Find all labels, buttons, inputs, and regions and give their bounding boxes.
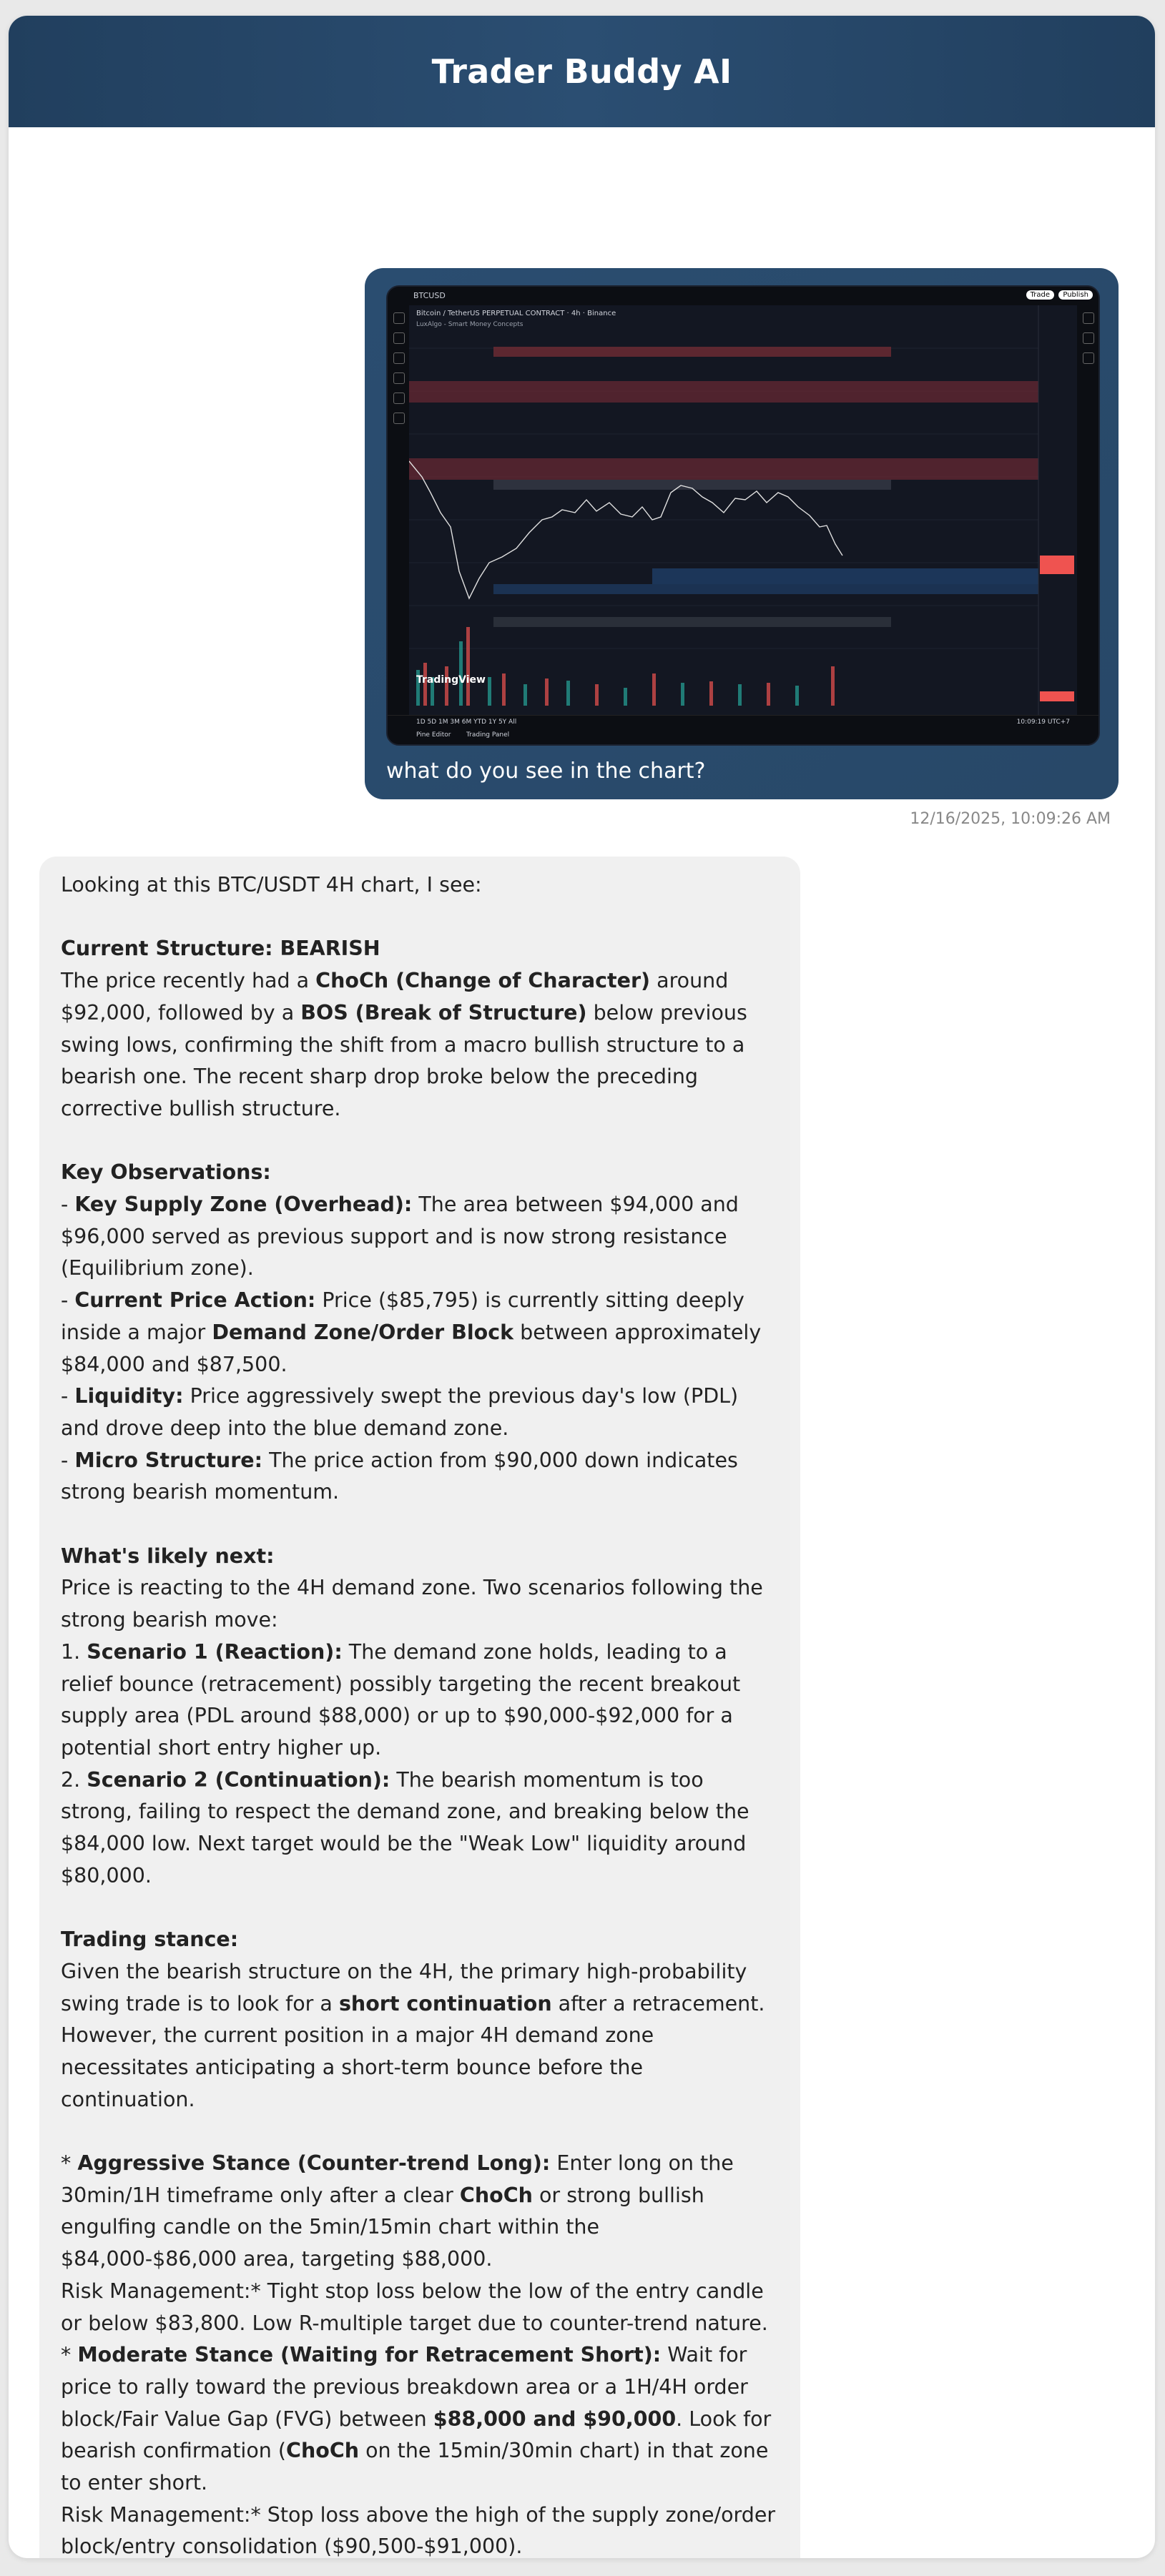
risk-moderate: Risk Management:* Stop loss above the high of the supply zone/order block/entry consolidation ($90,500-$91,000). xyxy=(61,2502,776,2558)
next-heading: What's likely next: xyxy=(61,1544,275,1568)
measure-icon xyxy=(393,413,405,424)
app-title: Trader Buddy AI xyxy=(431,52,732,91)
scenario-1: 1. Scenario 1 (Reaction): The demand zone holds, leading to a relief bounce (retracement) possibly targeting the recent breakout supply area (PDL around $88,000) or up to $90,000-$92,000 for a potential short entry higher up. xyxy=(61,1639,741,1760)
chart-instrument: Bitcoin / TetherUS PERPETUAL CONTRACT · 4h · Binance xyxy=(416,310,616,317)
chart-plot xyxy=(409,305,1077,716)
stance-aggressive: * Aggressive Stance (Counter-trend Long): Enter long on the 30min/1H timeframe only after a clear ChoCh or strong bullish engulfing candle on the 5min/15min chart within the $84,000-$86,000 area, targeting $88,000. xyxy=(61,2151,734,2271)
chart-symbol: BTCUSD xyxy=(413,291,446,300)
next-intro: Price is reacting to the 4H demand zone. Two scenarios following the strong bearish move: xyxy=(61,1576,763,1632)
user-message-text: what do you see in the chart? xyxy=(386,759,706,784)
stance-heading: Trading stance: xyxy=(61,1928,239,1952)
publish-button: Publish xyxy=(1058,290,1093,300)
observations-heading: Key Observations: xyxy=(61,1160,271,1185)
chat-window xyxy=(9,16,1155,2558)
stance-paragraph: Given the bearish structure on the 4H, the primary high-probability swing trade is to look for a short continuation after a retracement. However, the current position in a major 4H demand zone necessitates anticipating a short-term bounce before the continuation. xyxy=(61,1959,765,2111)
crosshair-icon xyxy=(393,312,405,324)
tab-pine-editor: Pine Editor xyxy=(416,731,451,739)
chart-screenshot[interactable] xyxy=(386,285,1100,746)
tradingview-watermark: TradingView xyxy=(416,674,486,686)
chart-indicator: LuxAlgo - Smart Money Concepts xyxy=(416,321,523,328)
price-chart xyxy=(409,305,1077,716)
alerts-icon xyxy=(1083,332,1094,344)
user-message-bubble xyxy=(365,268,1119,799)
assistant-intro: Looking at this BTC/USDT 4H chart, I see: xyxy=(61,873,482,897)
fib-icon xyxy=(393,352,405,364)
drawing-toolbar xyxy=(388,305,410,716)
chart-clock: 10:09:19 UTC+7 xyxy=(1016,719,1070,726)
timeframe-range: 1D 5D 1M 3M 6M YTD 1Y 5Y All xyxy=(416,719,517,726)
assistant-message-bubble xyxy=(39,857,800,2558)
risk-aggressive: Risk Management:* Tight stop loss below the low of the entry candle or below $83,800. Low R-multiple target due to counter-trend nature. xyxy=(61,2279,768,2335)
user-message-timestamp: 12/16/2025, 10:09:26 AM xyxy=(910,810,1111,828)
app-header xyxy=(9,16,1155,127)
brush-icon xyxy=(393,372,405,384)
scenario-2: 2. Scenario 2 (Continuation): The bearish momentum is too strong, failing to respect the demand zone, and breaking below the $84,000 low. Next target would be the "Weak Low" liquidity around $80,000. xyxy=(61,1767,749,1887)
trade-button: Trade xyxy=(1026,290,1054,300)
trendline-icon xyxy=(393,332,405,344)
structure-paragraph: The price recently had a ChoCh (Change of Character) around $92,000, followed by a BOS (Break of Structure) below previous swing lows, confirming the shift from a macro bullish structure to a bearish one. The recent sharp drop broke below the preceding corrective bullish structure. xyxy=(61,969,747,1120)
chart-toolbar xyxy=(388,287,1098,306)
structure-heading: Current Structure: BEARISH xyxy=(61,937,380,961)
observation-supply: - Key Supply Zone (Overhead): The area between $94,000 and $96,000 served as previous support and is now strong resistance (Equilibrium zone). xyxy=(61,1193,739,1280)
tab-trading-panel: Trading Panel xyxy=(466,731,510,739)
watchlist-icon xyxy=(1083,312,1094,324)
chart-bottom-bar xyxy=(388,715,1098,744)
layers-icon xyxy=(1083,352,1094,364)
observation-price: - Current Price Action: Price ($85,795) is currently sitting deeply inside a major Demand Zone/Order Block between approximately $84,000 and $87,500. xyxy=(61,1288,762,1376)
stance-moderate: * Moderate Stance (Waiting for Retracement Short): Wait for price to rally toward the previous breakdown area or a 1H/4H order block/Fair Value Gap (FVG) between $88,000 and $90,000. Look for bearish confirmation (ChoCh on the 15min/30min chart) in that zone to enter short. xyxy=(61,2343,772,2495)
observation-micro: - Micro Structure: The price action from $90,000 down indicates strong bearish momentum. xyxy=(61,1448,738,1504)
observation-liquidity: - Liquidity: Price aggressively swept the previous day's low (PDL) and drove deep into the blue demand zone. xyxy=(61,1384,739,1440)
text-icon xyxy=(393,393,405,404)
right-toolbar xyxy=(1076,305,1098,716)
